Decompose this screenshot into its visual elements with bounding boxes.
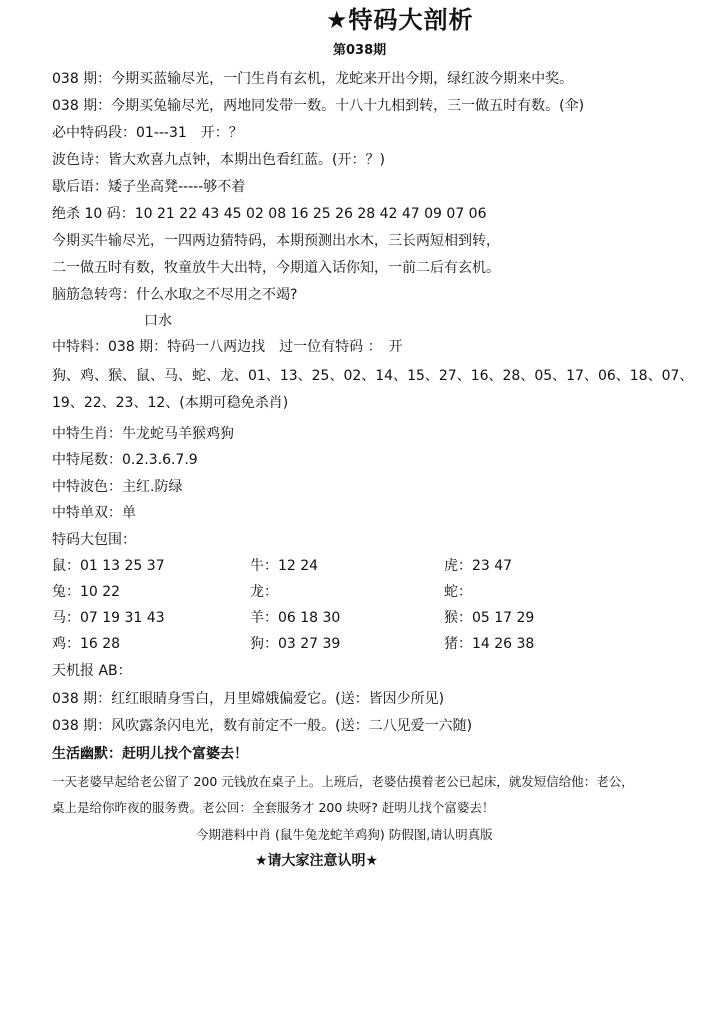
riddle-question: 脑筋急转弯：什么水取之不尽用之不竭? <box>52 287 298 303</box>
xiehouyu: 歇后语：矮子坐高凳-----够不着 <box>52 179 246 195</box>
zodiac-cell: 虎：23 47 <box>444 558 513 574</box>
special-wave-color: 中特波色：主红.防绿 <box>52 479 183 495</box>
zodiac-cell: 马：07 19 31 43 <box>52 610 165 626</box>
zodiac-cell: 龙： <box>250 584 278 600</box>
zodiac-cell: 羊：06 18 30 <box>250 610 341 626</box>
verse-line-1: 038 期：今期买蓝输尽光，一门生肖有玄机，龙蛇来开出今期，绿红波今期来中奖。 <box>52 71 574 87</box>
tianji-line-2: 038 期：风吹露条闪电光，数有前定不一般。(送：二八见爱一六随) <box>52 718 473 734</box>
humor-line-2: 桌上是给你昨夜的服务费。老公回：全套服务才 200 块呀? 赶明儿找个富婆去！ <box>52 800 495 815</box>
kill-10-codes: 绝杀 10 码：10 21 22 43 45 02 08 16 25 26 28 42 47 09 07 06 <box>52 206 487 222</box>
zodiac-cell: 蛇： <box>444 584 472 600</box>
special-material: 中特料：038 期：特码一八两边找 过一位有特码 ： 开 <box>52 339 403 355</box>
zodiac-cell: 牛：12 24 <box>250 558 319 574</box>
zodiac-cell: 鸡：16 28 <box>52 636 121 652</box>
zodiac-cell: 狗：03 27 39 <box>250 636 341 652</box>
number-list-1: 狗、鸡、猴、鼠、马、蛇、龙、01、13、25、02、14、15、27、16、28、05、17、06、18、07、 <box>52 368 694 384</box>
zodiac-cell: 猴：05 17 29 <box>444 610 535 626</box>
issue-number: 第038期 <box>333 43 387 58</box>
special-zodiac: 中特生肖：牛龙蛇马羊猴鸡狗 <box>52 426 234 442</box>
number-list-2: 19、22、23、12、(本期可稳免杀肖) <box>52 395 289 411</box>
humor-heading: 生活幽默：赶明儿找个富婆去！ <box>52 746 248 762</box>
verse-line-2: 038 期：今期买兔输尽光，两地同发带一数。十八十九相到转，三一做五时有数。(伞) <box>52 98 585 114</box>
zodiac-cell: 猪：14 26 38 <box>444 636 535 652</box>
must-hit-range: 必中特码段：01---31 开：？ <box>52 125 243 141</box>
special-odd-even: 中特单双：单 <box>52 505 136 521</box>
footer-note: 今期港料中肖 (鼠牛兔龙蛇羊鸡狗) 防假图,请认明真版 <box>196 827 493 842</box>
zodiac-cell: 兔：10 22 <box>52 584 121 600</box>
zodiac-cell: 鼠：01 13 25 37 <box>52 558 165 574</box>
tianji-line-1: 038 期：红红眼睛身雪白，月里嫦娥偏爱它。(送：皆因少所见) <box>52 691 445 707</box>
color-poem: 波色诗：皆大欢喜九点钟，本期出色看红蓝。(开：？) <box>52 152 385 168</box>
footer-reminder: ★请大家注意认明★ <box>255 853 379 869</box>
poem-line-1: 今期买牛输尽光，一四两边猜特码，本期预测出水木，三长两短相到转， <box>52 233 500 249</box>
page-title: ★特码大剖析 <box>326 6 474 34</box>
encirclement-heading: 特码大包围： <box>52 532 136 548</box>
special-tail-numbers: 中特尾数：0.2.3.6.7.9 <box>52 452 198 468</box>
tianji-heading: 天机报 AB： <box>52 663 132 679</box>
humor-line-1: 一天老婆早起给老公留了 200 元钱放在桌子上。上班后，老婆估摸着老公已起床，就发短信给他：老公， <box>52 774 634 789</box>
poem-line-2: 二一做五时有数，牧童放牛大出特，今期道入话你知，一前二后有玄机。 <box>52 260 500 276</box>
riddle-answer: 口水 <box>144 313 172 329</box>
